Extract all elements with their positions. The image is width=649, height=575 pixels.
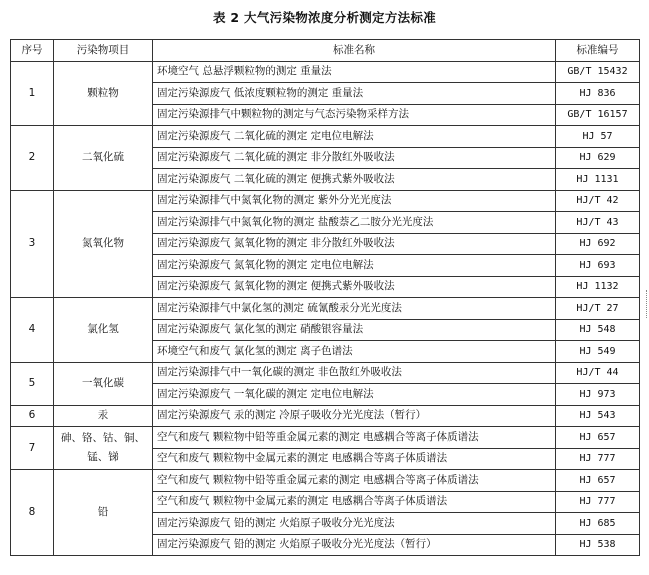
standard-name-cell: 固定污染源废气 汞的测定 冷原子吸收分光光度法（暂行） (153, 405, 556, 427)
standard-code-cell: HJ/T 44 (556, 362, 640, 384)
row-number-cell: 7 (11, 427, 54, 470)
pollutant-cell: 铅 (54, 470, 153, 556)
standard-code-cell: HJ 629 (556, 147, 640, 169)
table-body (11, 61, 640, 556)
standard-code-cell: HJ 538 (556, 534, 640, 556)
standard-name-cell: 固定污染源废气 二氧化硫的测定 便携式紫外吸收法 (153, 169, 556, 191)
standard-name-cell: 空气和废气 颗粒物中铅等重金属元素的测定 电感耦合等离子体质谱法 (153, 470, 556, 492)
table-row (11, 405, 640, 427)
standard-code-cell: HJ 1132 (556, 276, 640, 298)
standard-code-cell: HJ 692 (556, 233, 640, 255)
standard-code-cell: HJ 685 (556, 513, 640, 535)
standard-name-cell: 固定污染源排气中颗粒物的测定与气态污染物采样方法 (153, 104, 556, 126)
standard-code-cell: HJ 836 (556, 83, 640, 105)
standard-code-cell: HJ 777 (556, 448, 640, 470)
row-number-cell: 3 (11, 190, 54, 298)
pollutant-cell: 汞 (54, 405, 153, 427)
standard-code-cell: HJ/T 27 (556, 298, 640, 320)
table-row (11, 61, 640, 83)
standard-name-cell: 固定污染源废气 氯化氢的测定 硝酸银容量法 (153, 319, 556, 341)
row-number-cell: 6 (11, 405, 54, 427)
standard-name-cell: 固定污染源废气 氮氧化物的测定 非分散红外吸收法 (153, 233, 556, 255)
standard-code-cell: HJ 973 (556, 384, 640, 406)
standard-code-cell: HJ 543 (556, 405, 640, 427)
standard-name-cell: 固定污染源废气 铅的测定 火焰原子吸收分光光度法（暂行） (153, 534, 556, 556)
col-header-standard-name: 标准名称 (153, 40, 556, 62)
standard-code-cell: GB/T 15432 (556, 61, 640, 83)
standard-name-cell: 固定污染源排气中氮氧化物的测定 盐酸萘乙二胺分光光度法 (153, 212, 556, 234)
standard-name-cell: 环境空气和废气 氯化氢的测定 离子色谱法 (153, 341, 556, 363)
standard-code-cell: HJ/T 43 (556, 212, 640, 234)
row-number-cell: 2 (11, 126, 54, 191)
standard-code-cell: GB/T 16157 (556, 104, 640, 126)
standard-code-cell: HJ 657 (556, 427, 640, 449)
table-title: 表 2 大气污染物浓度分析测定方法标准 (212, 10, 437, 25)
standard-name-cell: 固定污染源排气中一氧化碳的测定 非色散红外吸收法 (153, 362, 556, 384)
row-number-cell: 5 (11, 362, 54, 405)
standard-code-cell: HJ 549 (556, 341, 640, 363)
pollutant-cell: 氮氧化物 (54, 190, 153, 298)
table-row (11, 470, 640, 492)
standard-name-cell: 环境空气 总悬浮颗粒物的测定 重量法 (153, 61, 556, 83)
standard-code-cell: HJ 57 (556, 126, 640, 148)
row-number-cell: 1 (11, 61, 54, 126)
table-row (11, 190, 640, 212)
standard-name-cell: 固定污染源废气 氮氧化物的测定 便携式紫外吸收法 (153, 276, 556, 298)
pollutant-cell: 一氧化碳 (54, 362, 153, 405)
pollutant-cell: 二氧化硫 (54, 126, 153, 191)
standard-code-cell: HJ 548 (556, 319, 640, 341)
standard-code-cell: HJ 657 (556, 470, 640, 492)
standard-code-cell: HJ 693 (556, 255, 640, 277)
standard-name-cell: 固定污染源废气 低浓度颗粒物的测定 重量法 (153, 83, 556, 105)
col-header-standard-code: 标准编号 (556, 40, 640, 62)
standard-code-cell: HJ 777 (556, 491, 640, 513)
standard-name-cell: 空气和废气 颗粒物中金属元素的测定 电感耦合等离子体质谱法 (153, 448, 556, 470)
table-row (11, 298, 640, 320)
standard-name-cell: 固定污染源废气 二氧化硫的测定 非分散红外吸收法 (153, 147, 556, 169)
standard-code-cell: HJ/T 42 (556, 190, 640, 212)
standard-name-cell: 固定污染源废气 氮氧化物的测定 定电位电解法 (153, 255, 556, 277)
standard-name-cell: 固定污染源排气中氮氧化物的测定 紫外分光光度法 (153, 190, 556, 212)
row-number-cell: 4 (11, 298, 54, 363)
standard-name-cell: 固定污染源废气 铅的测定 火焰原子吸收分光光度法 (153, 513, 556, 535)
table-row (11, 126, 640, 148)
col-header-pollutant: 污染物项目 (54, 40, 153, 62)
standard-name-cell: 固定污染源废气 二氧化硫的测定 定电位电解法 (153, 126, 556, 148)
table-header-row (11, 40, 640, 62)
standard-name-cell: 空气和废气 颗粒物中铅等重金属元素的测定 电感耦合等离子体质谱法 (153, 427, 556, 449)
standard-code-cell: HJ 1131 (556, 169, 640, 191)
standard-name-cell: 固定污染源排气中氯化氢的测定 硫氰酸汞分光光度法 (153, 298, 556, 320)
col-header-no: 序号 (11, 40, 54, 62)
table-row (11, 427, 640, 449)
standard-name-cell: 空气和废气 颗粒物中金属元素的测定 电感耦合等离子体质谱法 (153, 491, 556, 513)
table-row (11, 362, 640, 384)
pollutant-cell: 氯化氢 (54, 298, 153, 363)
pollutant-cell: 颗粒物 (54, 61, 153, 126)
standards-table (10, 39, 640, 556)
pollutant-cell: 砷、铬、钴、铜、锰、锑 (54, 427, 153, 470)
row-number-cell: 8 (11, 470, 54, 556)
standard-name-cell: 固定污染源废气 一氧化碳的测定 定电位电解法 (153, 384, 556, 406)
